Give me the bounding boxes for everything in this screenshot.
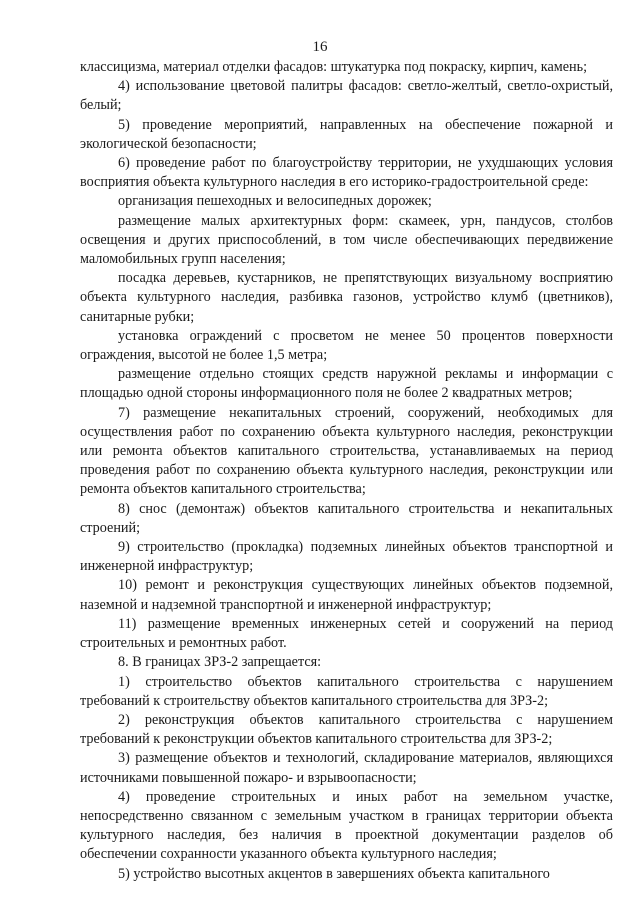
document-body (80, 58, 613, 884)
paragraph: 6) проведение работ по благоустройству территории, не ухудшающих условия восприятия объекта культурного наследия в его историко-градостроительной среде: (80, 155, 613, 191)
paragraph: 5) устройство высотных акцентов в завершениях объекта капитального (118, 865, 550, 882)
paragraph: классицизма, материал отделки фасадов: штукатурка под покраску, кирпич, камень; (80, 59, 588, 75)
paragraph: 8) снос (демонтаж) объектов капитального строительства и некапитальных строений; (80, 500, 613, 536)
paragraph: 9) строительство (прокладка) подземных линейных объектов транспортной и инженерной инфраструктур; (80, 539, 613, 575)
paragraph: 10) ремонт и реконструкция существующих линейных объектов подземной, наземной и надземной транспортной и инженерной инфраструктур; (80, 577, 613, 613)
paragraph: размещение отдельно стоящих средств наружной рекламы и информации с площадью одной стороны информационного поля не более 2 квадратных метров; (80, 366, 613, 402)
paragraph: 1) строительство объектов капитального строительства с нарушением требований к строительству объектов капитального строительства для ЗРЗ-2; (80, 673, 613, 709)
section-heading: 8. В границах ЗРЗ-2 запрещается: (118, 654, 322, 671)
paragraph: организация пешеходных и велосипедных дорожек; (118, 193, 432, 210)
paragraph: посадка деревьев, кустарников, не препятствующих визуальному восприятию объекта культурного наследия, разбивка газонов, устройство клумб (цветников), санитарные рубки; (80, 270, 613, 325)
paragraph: 11) размещение временных инженерных сетей и сооружений на период строительных и ремонтных работ. (80, 615, 613, 652)
paragraph: 4) проведение строительных и иных работ на земельном участке, непосредственно связанном с земельным участком в границах территории объекта культурного наследия, без наличия в проектной документации разделов об обеспечении сохранности указанного объекта культурного наследия; (80, 788, 613, 863)
page-number: 16 (312, 39, 328, 55)
paragraph: установка ограждений с просветом не менее 50 процентов поверхности ограждения, высотой не более 1,5 метра; (80, 327, 613, 364)
paragraph: 2) реконструкция объектов капитального строительства с нарушением требований к реконструкции объектов капитального строительства для ЗРЗ-2; (80, 711, 613, 748)
paragraph: 3) размещение объектов и технологий, складирование материалов, являющихся источниками повышенной пожаро- и взрывоопасности; (80, 750, 613, 786)
paragraph: 5) проведение мероприятий, направленных на обеспечение пожарной и экологической безопасности; (80, 116, 613, 152)
paragraph: размещение малых архитектурных форм: скамеек, урн, пандусов, столбов освещения и других приспособлений, в том числе обеспечивающих передвижение маломобильных групп населения; (80, 212, 613, 268)
paragraph: 4) использование цветовой палитры фасадов: светло-желтый, светло-охристый, белый; (80, 78, 613, 114)
paragraph: 7) размещение некапитальных строений, сооружений, необходимых для осуществления работ по сохранению объекта культурного наследия, реконструкции или ремонта объектов капитального строительства, устанавливаемых на период проведения работ по сохранению объекта культурного наследия, реконструкции или ремонта объектов капитального строительства; (80, 404, 613, 498)
